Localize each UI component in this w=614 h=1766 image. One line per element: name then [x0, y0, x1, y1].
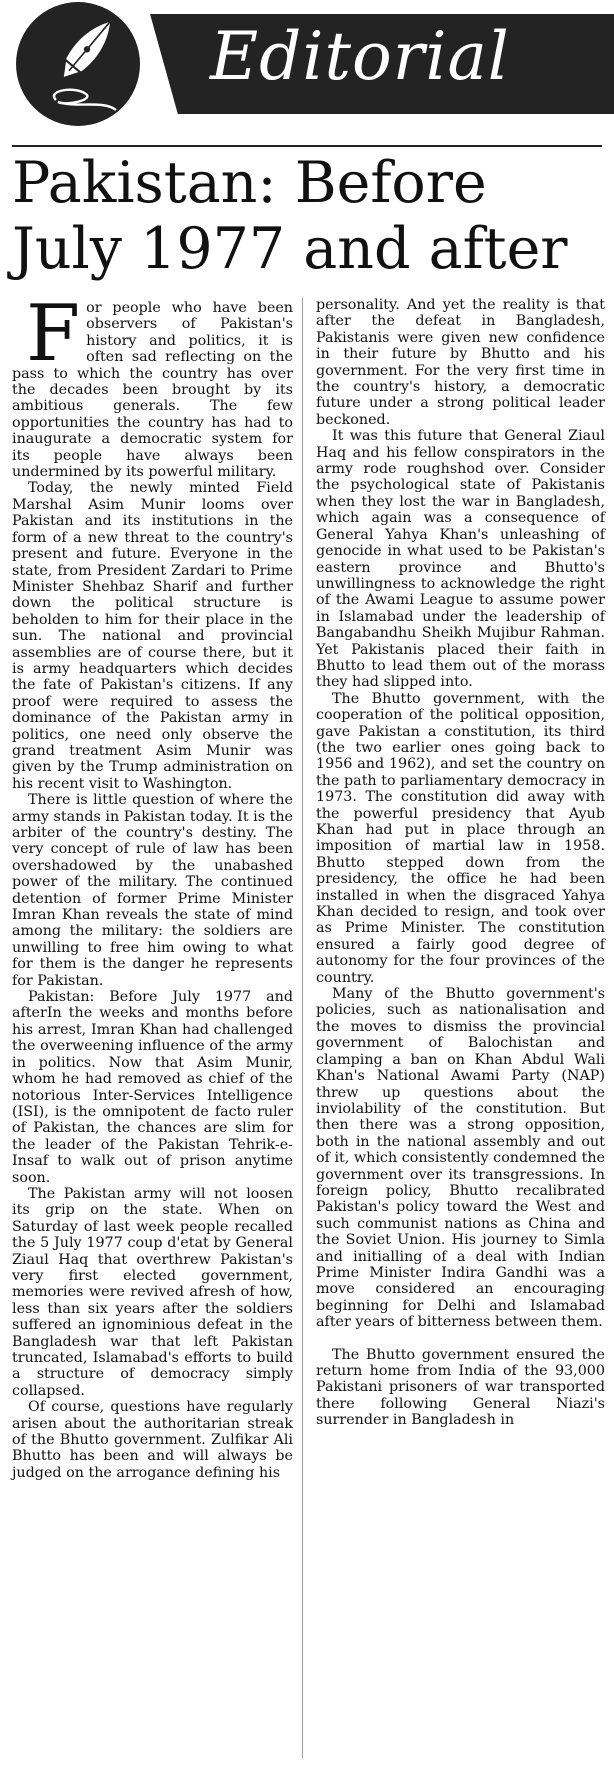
- paragraph-7: personality. And yet the reality is that after the defeat in Bangladesh, Pakistanis were given new confidence in their future by Bhutto and his government. For the very first time in the country's history, a democratic future under a strong political leader beckoned.: [316, 297, 605, 428]
- header-rule: [12, 145, 602, 147]
- paragraph-4: Pakistan: Before July 1977 and afterIn the weeks and months before his arrest, Imran Khan had challenged the overweening influence of the army in politics. Now that Asim Munir, whom he had removed as chief of the notorious Inter-Services Intelligence (ISI), is the omnipotent de facto ruler of Pakistan, the chances are slim for the leader of the Pakistan Tehrik-e-Insaf to walk out of prison anytime soon.: [12, 989, 293, 1186]
- column-divider: [302, 298, 303, 1758]
- paragraph-3: There is little question of where the army stands in Pakistan today. It is the arbiter of the country's destiny. The very concept of rule of law has been overshadowed by the unabashed power of the military. The continued detention of former Prime Minister Imran Khan reveals the state of mind among the military: the soldiers are unwilling to free him owing to what for them is the danger he represents for Pakistan.: [12, 792, 293, 989]
- paragraph-9: The Bhutto government, with the cooperation of the political opposition, gave Pakistan a constitution, its third (the two earlier ones going back to 1956 and 1962), and set the country on the path to parliamentary democracy in 1973. The constitution did away with the powerful presidency that Ayub Khan had put in place through an imposition of martial law in 1958. Bhutto stepped down from the presidency, the office he had been installed in when the disgraced Yahya Khan decided to resign, and took over as Prime Minister. The constitution ensured a fairly good degree of autonomy for the four provinces of the country.: [316, 690, 605, 986]
- headline: Pakistan: Before July 1977 and after: [12, 150, 568, 282]
- drop-cap: F: [26, 289, 81, 379]
- paragraph-10: Many of the Bhutto government's policies, such as nationalisation and the moves to dismiss the provincial government of Balochistan and clamping a ban on Khan Abdul Wali Khan's National Awami Party (NAP) threw up questions about the inviolability of the constitution. But then there was a strong opposition, both in the national assembly and out of it, which consistently condemned the government over its transgressions. In foreign policy, Bhutto recalibrated Pakistan's policy toward the West and such communist nations as China and the Soviet Union. His journey to Simla and initialling of a deal with Indian Prime Minister Indira Gandhi was a move considered an encouraging beginning for Delhi and Islamabad after years of bitterness between them.: [316, 986, 605, 1331]
- section-header: [0, 0, 614, 140]
- paragraph-5: The Pakistan army will not loosen its grip on the state. When on Saturday of last week people recalled the 5 July 1977 coup d'etat by General Ziaul Haq that overthrew Pakistan's very first elected government, memories were revived afresh of how, less than six years after the soldiers suffered an ignominious defeat in the Bangladesh war that left Pakistan truncated, Islamabad's efforts to build a structure of democracy simply collapsed.: [12, 1185, 293, 1399]
- article-column-1: [12, 289, 293, 1481]
- section-label: Editorial: [210, 18, 510, 95]
- logo-circle: [16, 2, 140, 126]
- paragraph-11: The Bhutto government ensured the return home from India of the 93,000 Pakistani prisoners of war transported there following General Niazi's surrender in Bangladesh in: [316, 1346, 605, 1429]
- paragraph-6: Of course, questions have regularly arisen about the authoritarian streak of the Bhutto government. Zulfikar Ali Bhutto has been and will always be judged on the arrogance defining his: [12, 1399, 293, 1481]
- paragraph-2: Today, the newly minted Field Marshal Asim Munir looms over Pakistan and its institutions in the form of a new threat to the country's present and future. Everyone in the state, from President Zardari to Prime Minister Shehbaz Sharif and further down the political structure is beholden to him for their place in the sun. The national and provincial assemblies are of course there, but it is army headquarters which decides the fate of Pakistan's citizens. If any proof were required to assess the dominance of the Pakistan army in politics, one need only observe the grand treatment Asim Munir was given by the Trump administration on his recent visit to Washington.: [12, 480, 293, 792]
- article-column-2: [316, 297, 605, 1429]
- paragraph-8: It was this future that General Ziaul Haq and his fellow conspirators in the army rode roughshod over. Consider the psychological state of Pakistanis when they lost the war in Bangladesh, which again was a consequence of General Yahya Khan's unleashing of genocide in what used to be Pakistan's eastern province and Bhutto's unwillingness to acknowledge the right of the Awami League to assume power in Islamabad under the leadership of Bangabandhu Sheikh Mujibur Rahman. Yet Pakistanis placed their faith in Bhutto to lead them out of the morass they had slipped into.: [316, 428, 605, 691]
- pen-nib-icon: [16, 2, 140, 126]
- paragraph-1: For people who have been observers of Pakistan's history and politics, it is often sad reflecting on the pass to which the country has over the decades been brought by its ambitious generals. The few opportunities the country has had to inaugurate a democratic system for its people have always been undermined by its powerful military.: [12, 289, 293, 481]
